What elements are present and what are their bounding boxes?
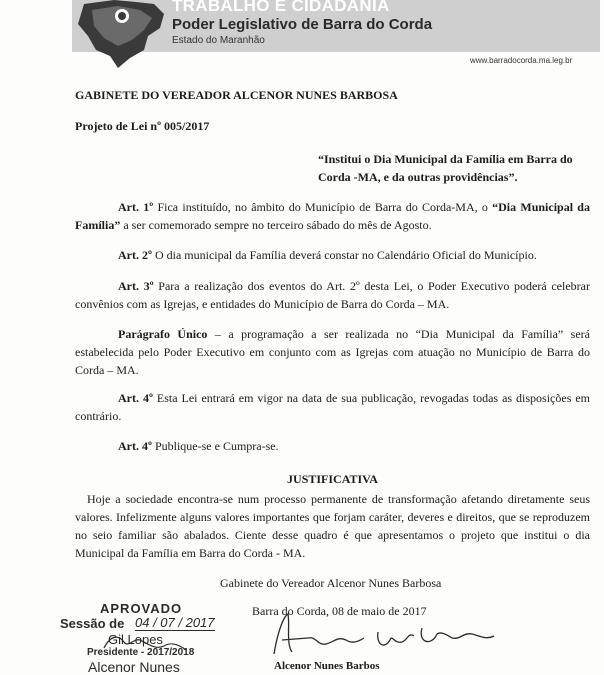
justificativa-text: Hoje a sociedade encontra-se num processo permanente de transformação afetando diretamente seus valores. Infelizmente alguns valores importantes que forjam caráter, deveres e direitos, que se reproduzem no seio familiar são abalados. Ciente desse quadro é que apresentamos o projeto que institui o dia Municipal da Família em Barra do Corda - MA. [75, 492, 590, 560]
ementa-line1: “Institui o Dia Municipal da Família em Barra do [318, 152, 573, 166]
paragrafo-unico [75, 325, 590, 379]
article-2-label: Art. 2º [118, 248, 152, 262]
stamp-president-name: Gil Lopes [108, 632, 163, 647]
letterhead-line3: Estado do Maranhão [172, 35, 265, 46]
maranhao-map-icon [74, 0, 174, 70]
article-4 [75, 389, 590, 425]
stamp-author: Alcenor Nunes [88, 659, 180, 675]
article-3-label: Art. 3º [118, 279, 154, 293]
article-1-text-b: a ser comemorado sempre no terceiro sábado do mês de Agosto. [120, 218, 432, 232]
author-signature [268, 610, 498, 662]
stamp-status: APROVADO [100, 601, 183, 616]
article-4b-text: Publique-se e Cumpra-se. [151, 439, 279, 453]
bill-number: Projeto de Lei nº 005/2017 [75, 119, 210, 133]
letterhead [0, 0, 604, 70]
signatory-name: Alcenor Nunes Barbos [274, 660, 380, 672]
article-2-text: O dia municipal da Família deverá constar no Calendário Oficial do Município. [151, 248, 537, 262]
article-1-text-a: Fica instituído, no âmbito do Município de Barra do Corda-MA, o [153, 200, 493, 214]
article-4-text: Esta Lei entrará em vigor na data de sua publicação, revogadas todas as disposições em contrário. [75, 391, 590, 423]
article-4b-label: Art. 4º [118, 439, 152, 453]
ementa-line2: Corda -MA, e da outras providências”. [318, 170, 518, 184]
stamp-president-role: Presidente - 2017/2018 [87, 647, 195, 658]
article-2 [75, 246, 590, 264]
letterhead-line1: TRABALHO E CIDADANIA [172, 0, 390, 15]
president-signature [100, 626, 190, 666]
article-1-label: Art. 1º [118, 200, 154, 214]
justificativa-title: JUSTIFICATIVA [287, 472, 378, 486]
article-4b [75, 437, 590, 455]
office-heading: GABINETE DO VEREADOR ALCENOR NUNES BARBOSA [75, 88, 398, 102]
letterhead-line2: Poder Legislativo de Barra do Corda [172, 16, 433, 33]
place-date: Barra do Corda, 08 de maio de 2017 [252, 604, 427, 618]
paragrafo-text: – a programação a ser realizada no “Dia Municipal da Família” será estabelecida pelo Poder Executivo em conjunto com as Igrejas com atuação no Município de Barra do Corda – MA. [75, 327, 590, 377]
stamp-session-date: 04 / 07 / 2017 [135, 615, 215, 630]
closing-office: Gabinete do Vereador Alcenor Nunes Barbosa [220, 576, 442, 590]
paragrafo-label: Parágrafo Único [118, 327, 208, 341]
website-url: www.barradocorda.ma.leg.br [470, 56, 573, 65]
stamp-session-label: Sessão de [60, 616, 125, 631]
article-4-label: Art. 4º [118, 391, 153, 405]
article-3-text: Para a realização dos eventos do Art. 2º desta Lei, o Poder Executivo poderá celebrar convênios com as Igrejas, e entidades do Município de Barra do Corda – MA. [75, 279, 590, 311]
article-1 [75, 198, 590, 234]
article-3 [75, 277, 590, 313]
article-1-bold: “Dia Municipal da Família” [75, 200, 590, 232]
